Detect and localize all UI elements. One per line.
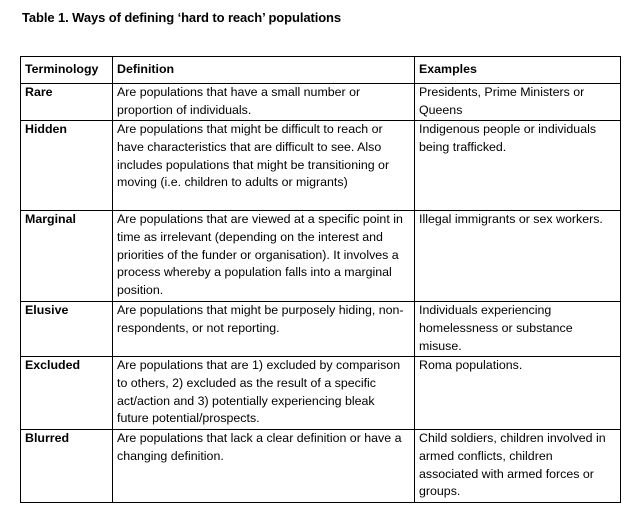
- column-header-examples: Examples: [415, 57, 621, 84]
- definition-cell: Are populations that might be purposely hiding, non-respondents, or not reporting.: [113, 302, 415, 357]
- term-cell: Blurred: [21, 430, 113, 503]
- definition-cell: Are populations that have a small number or proportion of individuals.: [113, 84, 415, 121]
- definition-cell: Are populations that lack a clear definition or have a changing definition.: [113, 430, 415, 503]
- table-row: [21, 84, 621, 121]
- examples-cell: Indigenous people or individuals being trafficked.: [415, 121, 621, 211]
- examples-cell: Illegal immigrants or sex workers.: [415, 211, 621, 302]
- term-cell: Rare: [21, 84, 113, 121]
- definition-cell: Are populations that might be difficult to reach or have characteristics that are difficult to see. Also includes populations that might be transitioning or moving (i.e. children to adults or migrants): [113, 121, 415, 211]
- table-row: [21, 430, 621, 503]
- table-row: [21, 121, 621, 211]
- table-header-row: [21, 57, 621, 84]
- examples-cell: Child soldiers, children involved in armed conflicts, children associated with armed forces or groups.: [415, 430, 621, 503]
- table-row: [21, 357, 621, 430]
- term-cell: Marginal: [21, 211, 113, 302]
- examples-cell: Presidents, Prime Ministers or Queens: [415, 84, 621, 121]
- table-row: [21, 302, 621, 357]
- column-header-definition: Definition: [113, 57, 415, 84]
- table-row: [21, 211, 621, 302]
- definitions-table: [20, 56, 621, 503]
- table-caption: Table 1. Ways of defining ‘hard to reach’ populations: [22, 10, 342, 25]
- examples-cell: Roma populations.: [415, 357, 621, 430]
- term-cell: Elusive: [21, 302, 113, 357]
- definition-cell: Are populations that are 1) excluded by comparison to others, 2) excluded as the result of a specific act/action and 3) potentially experiencing bleak future potential/prospects.: [113, 357, 415, 430]
- definition-cell: Are populations that are viewed at a specific point in time as irrelevant (depending on the interest and priorities of the funder or organisation). It involves a process whereby a population falls into a marginal position.: [113, 211, 415, 302]
- term-cell: Excluded: [21, 357, 113, 430]
- examples-cell: Individuals experiencing homelessness or substance misuse.: [415, 302, 621, 357]
- column-header-terminology: Terminology: [21, 57, 113, 84]
- term-cell: Hidden: [21, 121, 113, 211]
